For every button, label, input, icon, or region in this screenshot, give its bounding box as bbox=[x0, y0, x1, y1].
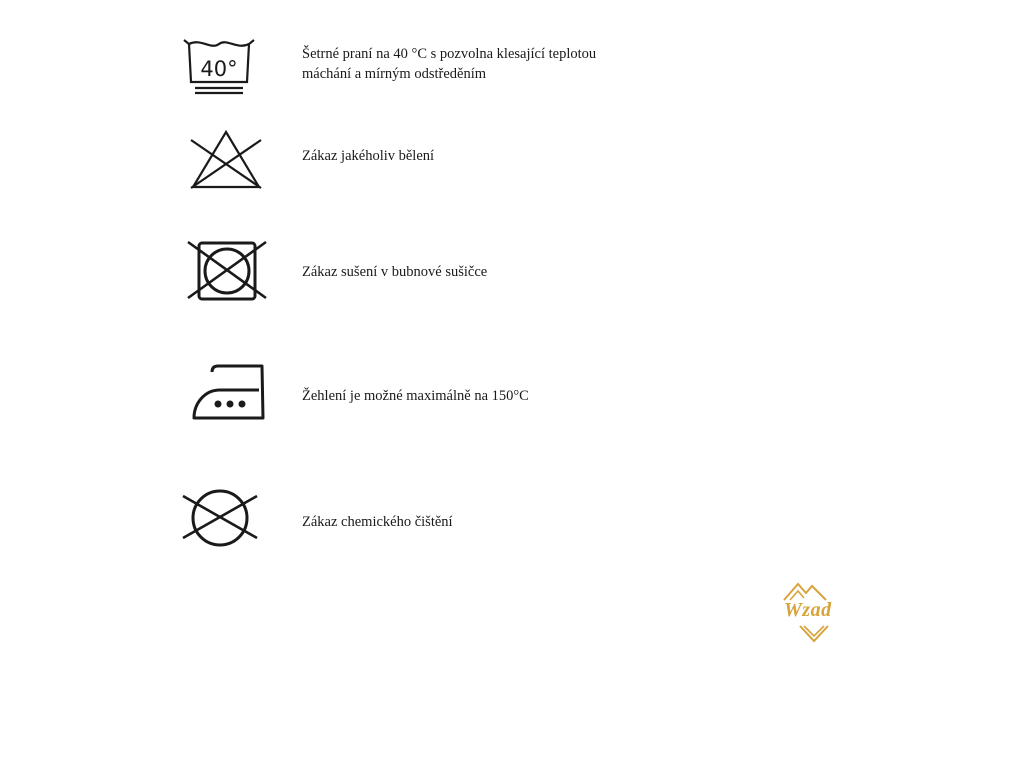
no-tumble-dry-icon bbox=[186, 238, 268, 304]
ironing-instruction-text: Žehlení je možné maximálně na 150°C bbox=[302, 388, 529, 404]
drying-instruction-text: Zákaz sušení v bubnové sušičce bbox=[302, 264, 488, 280]
brand-logo-text: Wzad bbox=[784, 599, 832, 621]
iron-two-dots-icon bbox=[190, 360, 268, 424]
wash-instruction-text: Šetrné praní na 40 °C s pozvolna klesající teplotou máchání a mírným odstředěním bbox=[302, 46, 597, 82]
brand-logo bbox=[778, 578, 848, 648]
no-dry-clean-icon bbox=[181, 486, 259, 550]
wash-40-gentle-icon bbox=[181, 36, 257, 96]
wash-temperature-text: 40° bbox=[200, 57, 238, 81]
dry-clean-instruction-text: Zákaz chemického čištění bbox=[302, 514, 453, 530]
no-bleach-icon bbox=[189, 128, 263, 190]
bleach-instruction-text: Zákaz jakéholiv bělení bbox=[302, 148, 435, 164]
